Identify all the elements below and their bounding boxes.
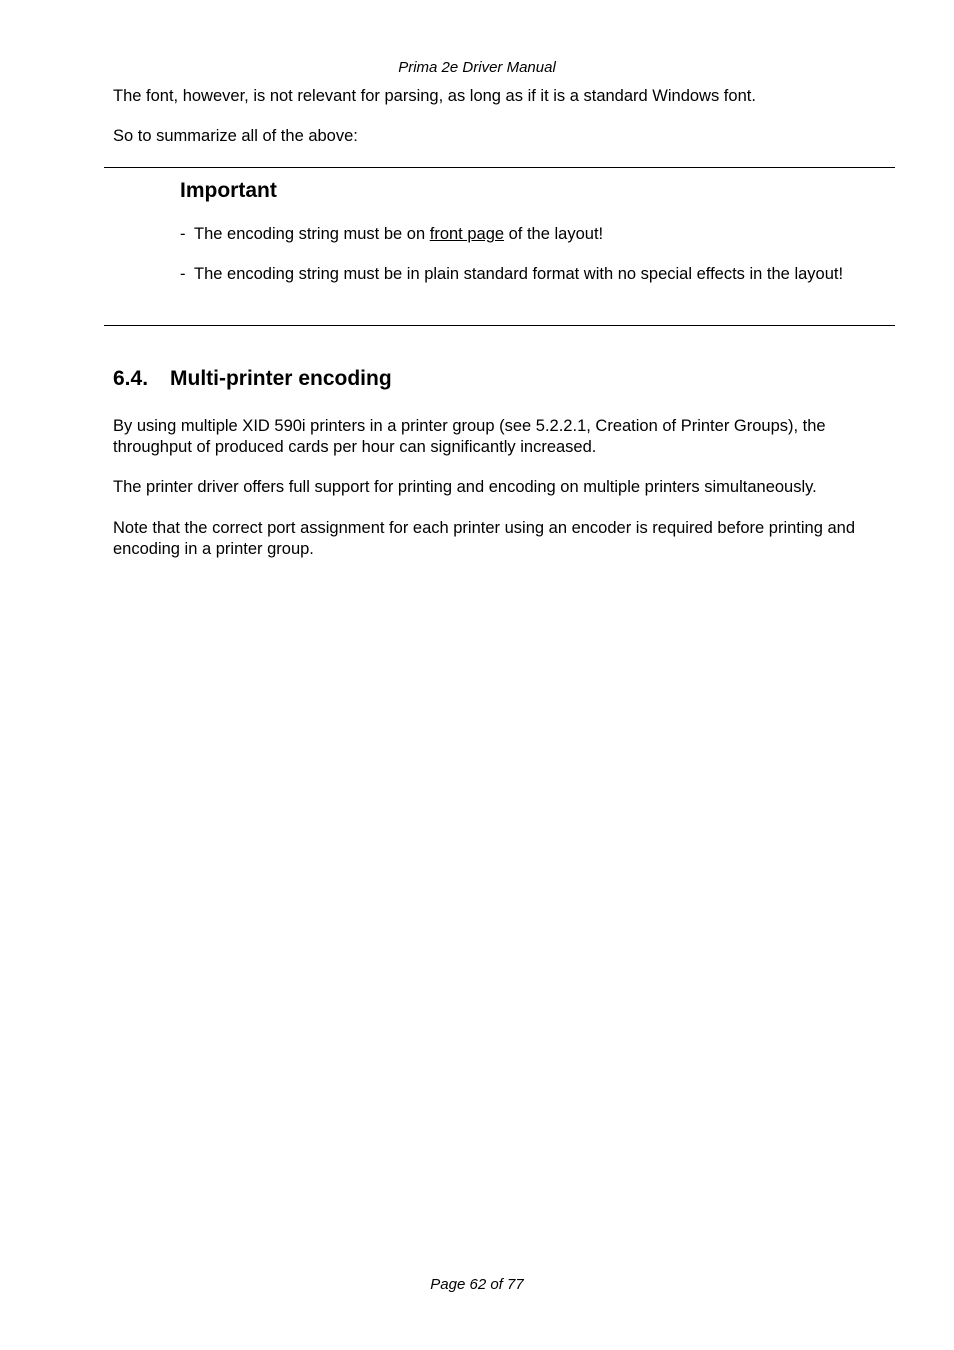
important-box-title: Important: [180, 179, 277, 202]
section-paragraph-port-note: Note that the correct port assignment for each printer using an encoder is required before printing and encoding in a printer group.: [113, 519, 856, 558]
section-number: 6.4.: [113, 367, 149, 390]
intro-paragraph-summary: So to summarize all of the above:: [113, 127, 358, 145]
running-header: Prima 2e Driver Manual: [398, 59, 556, 76]
bullet-dash: -: [180, 265, 186, 283]
bullet-text: [194, 224, 860, 245]
bullet-dash: -: [180, 225, 186, 243]
important-box-top-rule: [104, 167, 895, 168]
bullet-text-after: of the layout!: [504, 225, 604, 243]
section-paragraph-support: The printer driver offers full support for printing and encoding on multiple printers simultaneously.: [113, 478, 817, 496]
intro-paragraph-font: The font, however, is not relevant for parsing, as long as if it is a standard Windows font.: [113, 87, 756, 105]
section-paragraph-throughput: By using multiple XID 590i printers in a printer group (see 5.2.2.1, Creation of Printer Groups), the throughput of produced cards per hour can significantly increased.: [113, 417, 826, 456]
section-heading: [113, 365, 392, 393]
underlined-term: front page: [429, 225, 505, 243]
bullet-text: The encoding string must be in plain standard format with no special effects in the layout!: [194, 265, 844, 283]
section-title: Multi-printer encoding: [170, 367, 392, 390]
page-number-footer: Page 62 of 77: [430, 1276, 524, 1293]
important-box-bottom-rule: [104, 325, 895, 326]
bullet-text-before: The encoding string must be on: [194, 225, 430, 243]
important-bullet-front-page: [180, 224, 860, 245]
important-bullet-plain-format: [180, 264, 860, 285]
